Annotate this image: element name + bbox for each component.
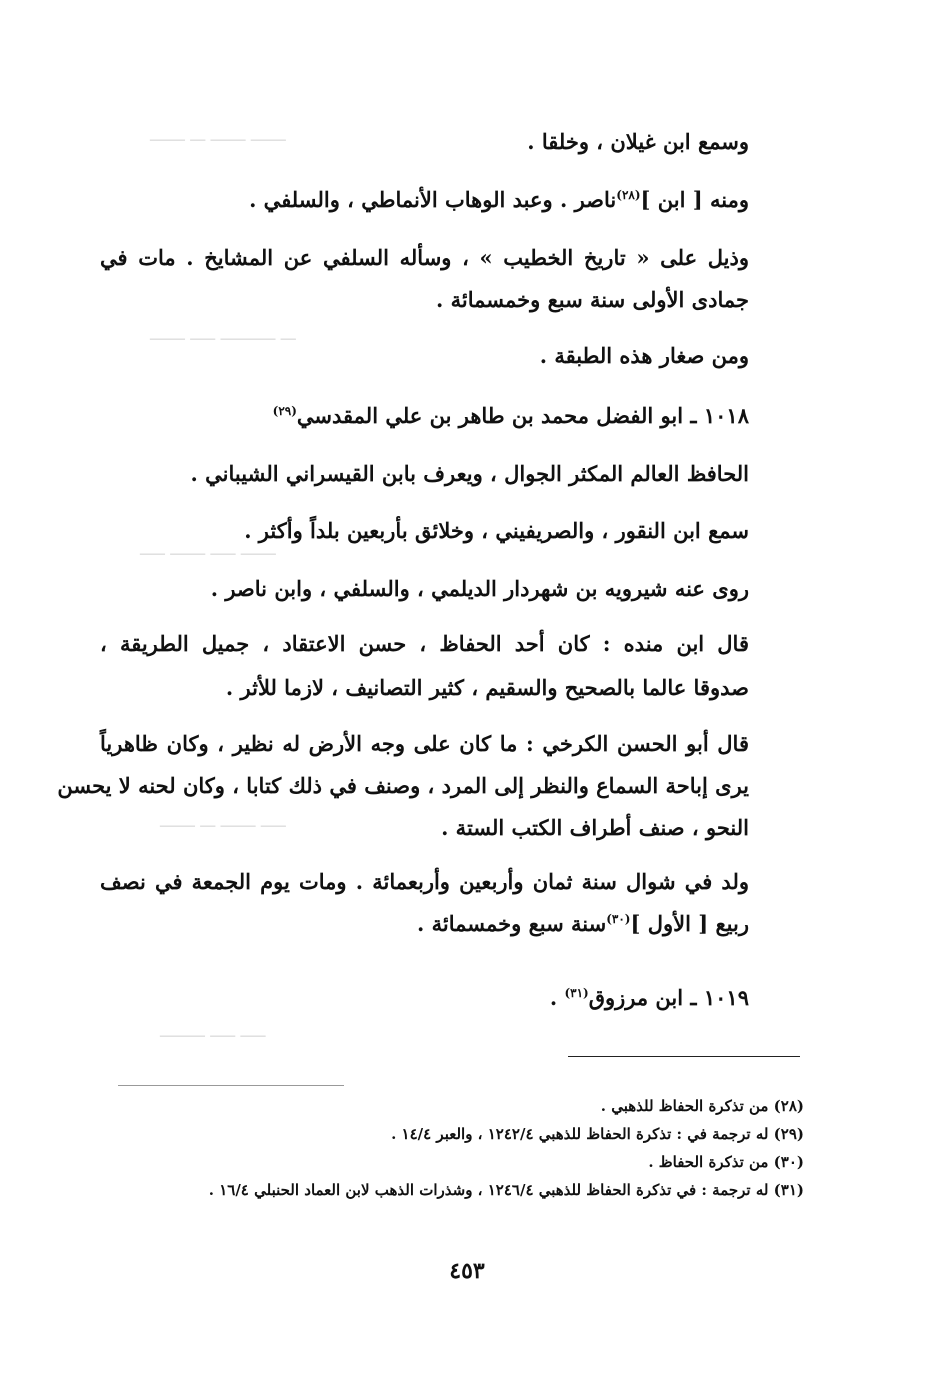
text-segment: ١٠١٨ ـ ابو الفضل محمد بن طاهر بن علي المقدسي	[296, 403, 749, 428]
entry-heading	[273, 402, 749, 430]
text-line: صدوقا عالما بالصحيح والسقيم ، كثير التصانيف ، لازما للأثر .	[225, 675, 749, 700]
bleed-through-text: ـــــــ ـــــ ـــــــــــ ـــ	[150, 325, 296, 345]
bleed-through-text: ـــــــــ ـــــ ـــــ	[160, 1022, 266, 1042]
footnote-ref: (٣١)	[564, 986, 589, 1000]
text-line: ومن صغار هذه الطبقة .	[539, 343, 749, 368]
text-line: قال ابن منده : كان أحد الحفاظ ، حسن الاعتقاد ، جميل الطريقة ،	[100, 631, 749, 656]
footnote-ref: (٣٠)	[606, 912, 631, 926]
text-line: سمع ابن النقور ، والصريفيني ، وخلائق بأربعين بلداً وأكثر .	[244, 518, 749, 543]
text-line: روى عنه شيرويه بن شهردار الديلمي ، والسلفي ، وابن ناصر .	[210, 576, 749, 601]
text-line: قال أبو الحسن الكرخي : ما كان على وجه الأرض له نظير ، وكان ظاهرياً	[100, 731, 749, 756]
text-line: ولد في شوال سنة ثمان وأربعين وأربعمائة . ومات يوم الجمعة في نصف	[100, 869, 749, 894]
text-segment: .	[549, 985, 565, 1010]
bleed-through-text: ـــــ ـــــــ ـــــ ـــــــ	[140, 540, 276, 560]
text-line: جمادى الأولى سنة سبع وخمسمائة .	[436, 287, 749, 312]
bleed-through-text: ـــــــ ـــ ـــــــ ـــــــ	[150, 126, 286, 146]
footnote: (٣١) له ترجمة : في تذكرة الحفاظ للذهبي ١٢٤٦/٤ ، وشذرات الذهب لابن العماد الحنبلي ١٦/٤ .	[208, 1181, 804, 1199]
footnote: (٢٩) له ترجمة في : تذكرة الحفاظ للذهبي ١٢٤٢/٤ ، والعبر ١٤/٤ .	[391, 1125, 804, 1143]
text-line	[249, 186, 749, 214]
footnote-ref: (٢٩)	[272, 404, 297, 418]
footnote-separator	[568, 1056, 800, 1057]
text-line: وذيل على « تاريخ الخطيب » ، وسأله السلفي عن المشايخ . مات في	[100, 245, 749, 270]
text-line	[100, 910, 749, 938]
text-line: يرى إباحة السماع والنظر إلى المرد ، وصنف في ذلك كتابا ، وكان لحنه لا يحسن	[57, 773, 749, 798]
footnote: (٣٠) من تذكرة الحفاظ .	[648, 1153, 804, 1171]
footnote-ref: (٢٨)	[616, 188, 641, 202]
bleed-through-text: ـــــــ ـــ ـــــــ ـــــ	[160, 812, 286, 832]
footnote-separator	[118, 1085, 344, 1086]
text-segment: ١٠١٩ ـ ابن مرزوق	[588, 985, 749, 1010]
text-segment: ناصر . وعبد الوهاب الأنماطي ، والسلفي .	[249, 187, 617, 212]
text-line: النحو ، صنف أطراف الكتب الستة .	[441, 815, 749, 840]
footnote: (٢٨) من تذكرة الحفاظ للذهبي .	[600, 1097, 804, 1115]
text-segment: سنة سبع وخمسمائة .	[417, 911, 607, 936]
text-line: الحافظ العالم المكثر الجوال ، ويعرف بابن القيسراني الشيباني .	[190, 461, 749, 486]
text-segment: ومنه [ ابن ]	[640, 187, 749, 212]
page-number: ٤٥٣	[449, 1258, 485, 1284]
text-line: وسمع ابن غيلان ، وخلقا .	[527, 129, 749, 154]
text-segment: ربيع [ الأول ]	[630, 911, 749, 936]
entry-heading	[550, 984, 749, 1012]
